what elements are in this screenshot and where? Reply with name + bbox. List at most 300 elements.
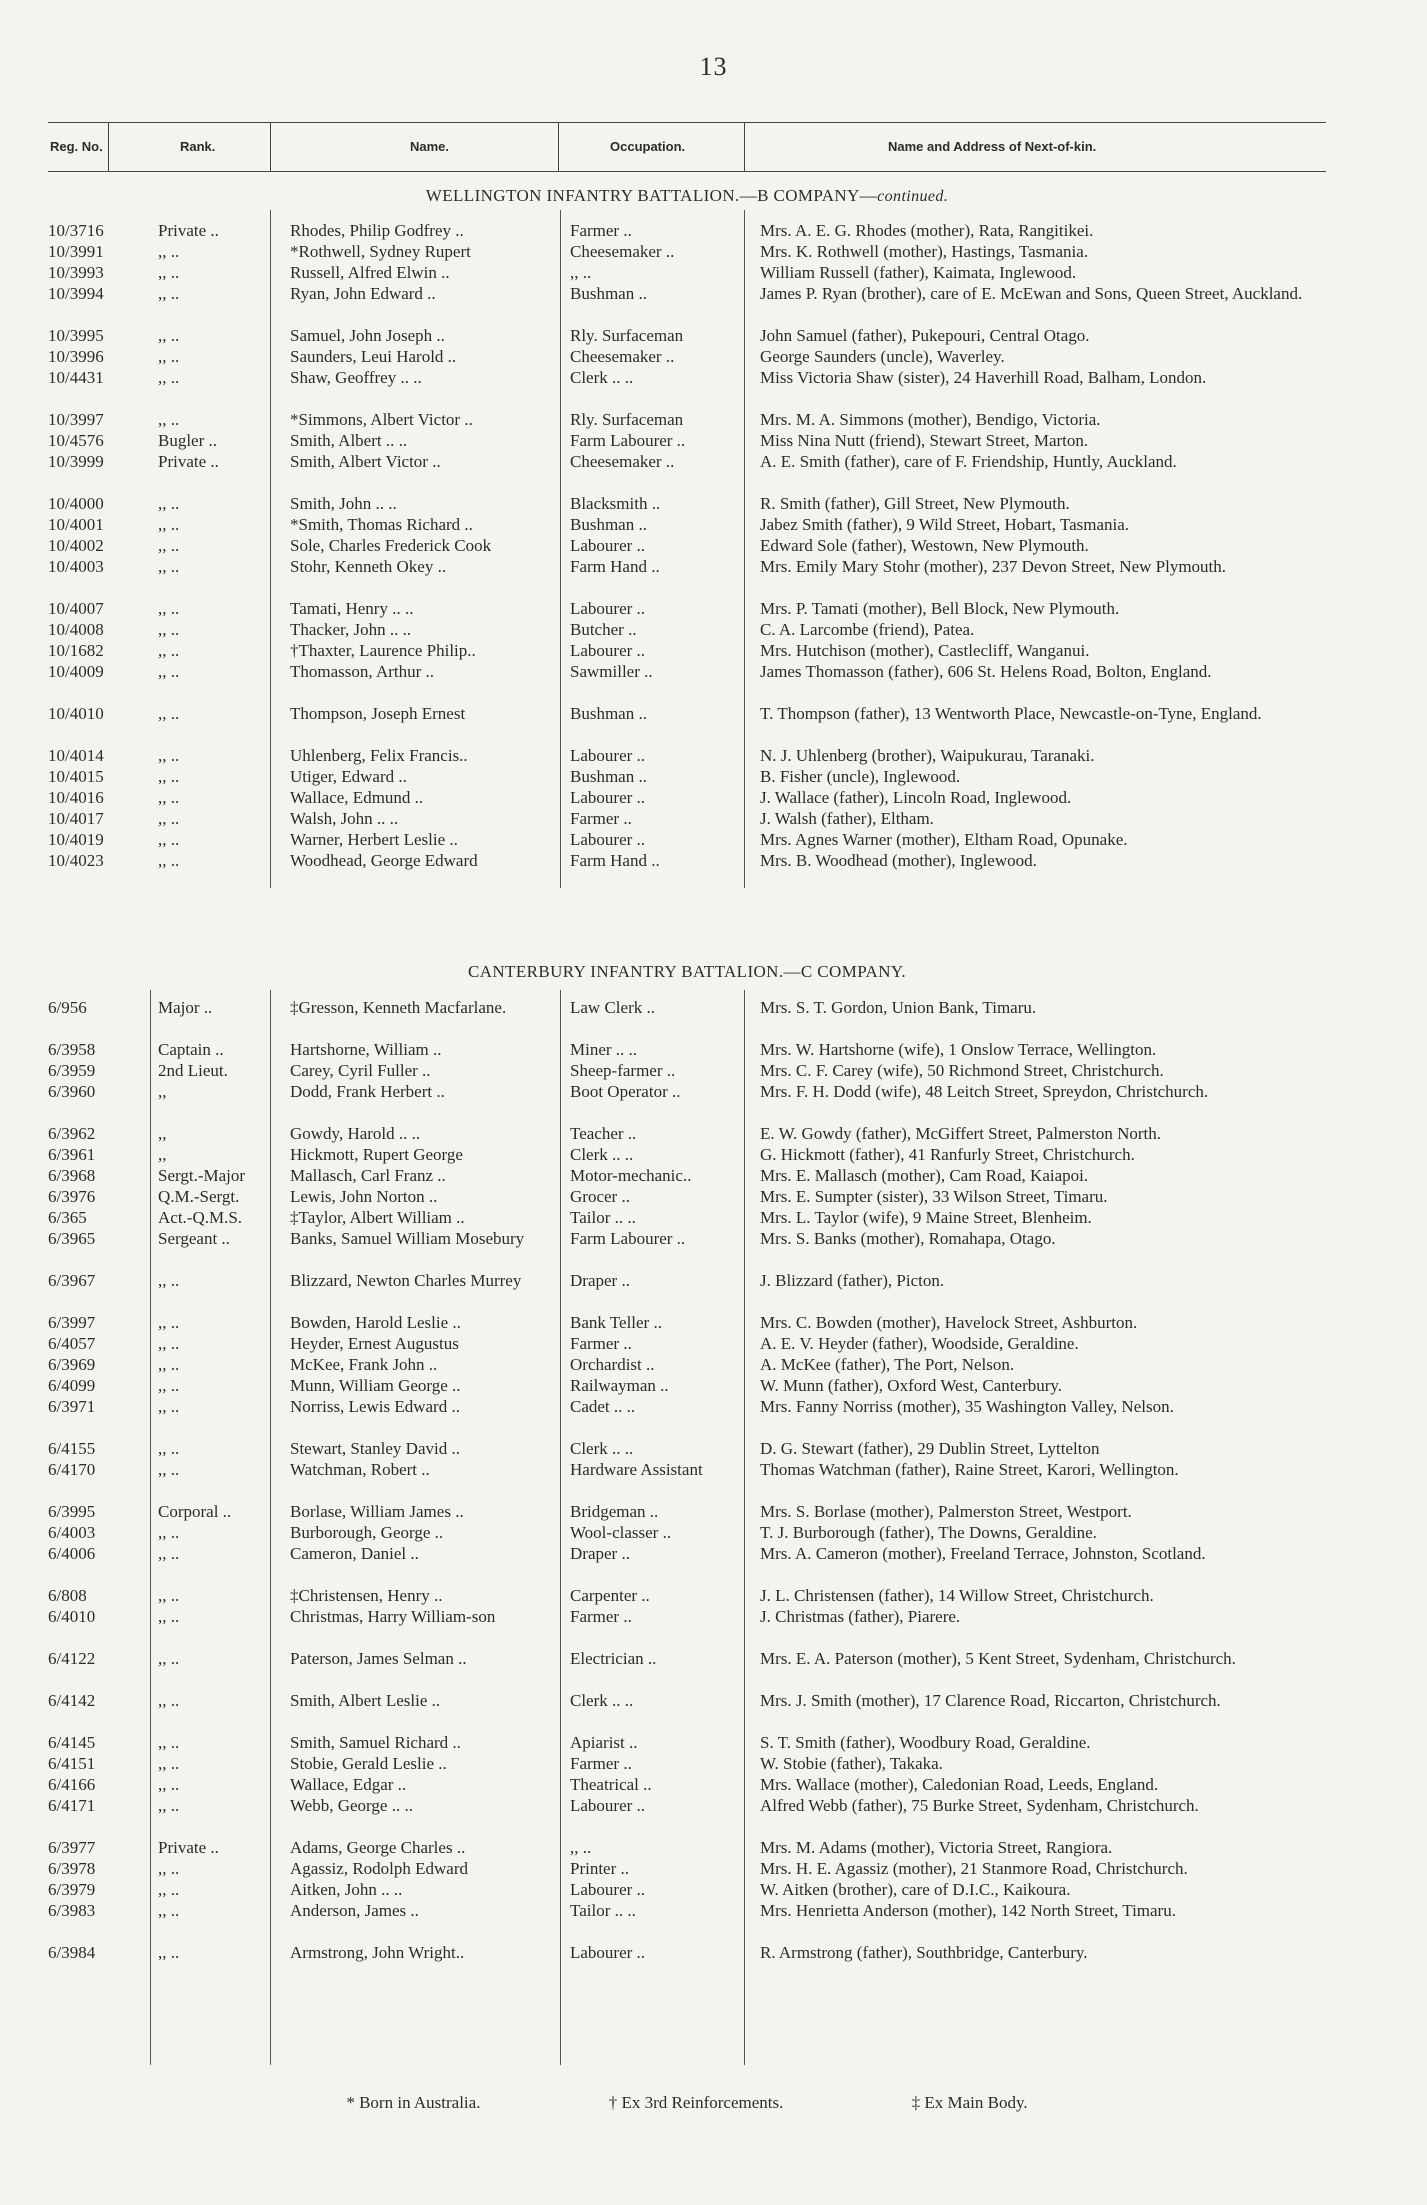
next-of-kin-cell: J. Walsh (father), Eltham. bbox=[760, 809, 934, 828]
table-row bbox=[48, 1375, 1326, 1396]
footnotes bbox=[48, 2093, 1326, 2113]
occupation-cell: Railwayman .. bbox=[570, 1376, 669, 1395]
table-row bbox=[48, 787, 1326, 808]
section-heading-canterbury bbox=[48, 962, 1326, 982]
rank-cell: ,, .. bbox=[158, 1901, 180, 1920]
next-of-kin-cell: D. G. Stewart (father), 29 Dublin Street, Lyttelton bbox=[760, 1439, 1100, 1458]
table-row bbox=[48, 1312, 1326, 1333]
rank-cell: ,, .. bbox=[158, 788, 180, 807]
table-row bbox=[48, 493, 1326, 514]
table-row bbox=[48, 325, 1326, 346]
next-of-kin-cell: Mrs. Hutchison (mother), Castlecliff, Wanganui. bbox=[760, 641, 1090, 660]
occupation-cell: Clerk .. .. bbox=[570, 1145, 634, 1164]
header-occupation: Occupation. bbox=[610, 139, 686, 154]
reg-no-cell: 10/4001 bbox=[48, 515, 104, 534]
occupation-cell: Farmer .. bbox=[570, 221, 632, 240]
name-cell: Smith, Albert Leslie .. bbox=[290, 1691, 441, 1710]
next-of-kin-cell: Mrs. Emily Mary Stohr (mother), 237 Devon Street, New Plymouth. bbox=[760, 557, 1227, 576]
rank-cell: ,, .. bbox=[158, 809, 180, 828]
rank-cell: ,, .. bbox=[158, 1334, 180, 1353]
table-row bbox=[48, 514, 1326, 535]
reg-no-cell: 10/3995 bbox=[48, 326, 104, 345]
next-of-kin-cell: Mrs. H. E. Agassiz (mother), 21 Stanmore Road, Christchurch. bbox=[760, 1859, 1188, 1878]
reg-no-cell: 6/3959 bbox=[48, 1061, 96, 1080]
name-cell: Watchman, Robert .. bbox=[290, 1460, 430, 1479]
name-cell: Munn, William George .. bbox=[290, 1376, 461, 1395]
table-row bbox=[48, 598, 1326, 619]
occupation-cell: Cadet .. .. bbox=[570, 1397, 636, 1416]
table-row bbox=[48, 1144, 1326, 1165]
name-cell: †Thaxter, Laurence Philip.. bbox=[290, 641, 476, 660]
reg-no-cell: 10/4576 bbox=[48, 431, 104, 450]
next-of-kin-cell: W. Stobie (father), Takaka. bbox=[760, 1754, 943, 1773]
rank-cell: Private .. bbox=[158, 1838, 219, 1857]
name-cell: Carey, Cyril Fuller .. bbox=[290, 1061, 431, 1080]
table-row bbox=[48, 1585, 1326, 1606]
name-cell: Armstrong, John Wright.. bbox=[290, 1943, 465, 1962]
next-of-kin-cell: J. Christmas (father), Piarere. bbox=[760, 1607, 961, 1626]
next-of-kin-cell: Mrs. E. Sumpter (sister), 33 Wilson Street, Timaru. bbox=[760, 1187, 1108, 1206]
footnote-3rd-reinforcements: † Ex 3rd Reinforcements. bbox=[608, 2093, 784, 2112]
rank-cell: ,, .. bbox=[158, 557, 180, 576]
reg-no-cell: 10/4023 bbox=[48, 851, 104, 870]
occupation-cell: Farmer .. bbox=[570, 809, 632, 828]
next-of-kin-cell: J. Wallace (father), Lincoln Road, Inglewood. bbox=[760, 788, 1072, 807]
reg-no-cell: 6/4166 bbox=[48, 1775, 96, 1794]
next-of-kin-cell: Mrs. F. H. Dodd (wife), 48 Leitch Street, Spreydon, Christchurch. bbox=[760, 1082, 1209, 1101]
reg-no-cell: 10/1682 bbox=[48, 641, 104, 660]
rank-cell: ,, .. bbox=[158, 1796, 180, 1815]
next-of-kin-cell: Thomas Watchman (father), Raine Street, Karori, Wellington. bbox=[760, 1460, 1179, 1479]
rank-cell: ,, .. bbox=[158, 830, 180, 849]
reg-no-cell: 10/3997 bbox=[48, 410, 104, 429]
occupation-cell: Farm Hand .. bbox=[570, 851, 660, 870]
occupation-cell: Draper .. bbox=[570, 1271, 630, 1290]
occupation-cell: ,, .. bbox=[570, 1838, 592, 1857]
name-cell: Paterson, James Selman .. bbox=[290, 1649, 467, 1668]
name-cell: Cameron, Daniel .. bbox=[290, 1544, 419, 1563]
rank-cell: ,, .. bbox=[158, 1649, 180, 1668]
occupation-cell: Carpenter .. bbox=[570, 1586, 650, 1605]
occupation-cell: Draper .. bbox=[570, 1544, 630, 1563]
name-cell: Anderson, James .. bbox=[290, 1901, 419, 1920]
reg-no-cell: 10/4014 bbox=[48, 746, 104, 765]
next-of-kin-cell: Mrs. L. Taylor (wife), 9 Maine Street, Blenheim. bbox=[760, 1208, 1092, 1227]
table-row bbox=[48, 997, 1326, 1039]
occupation-cell: Cheesemaker .. bbox=[570, 452, 675, 471]
table-row bbox=[48, 808, 1326, 829]
next-of-kin-cell: A. E. Smith (father), care of F. Friendship, Huntly, Auckland. bbox=[760, 452, 1177, 471]
reg-no-cell: 6/4142 bbox=[48, 1691, 96, 1710]
name-cell: Borlase, William James .. bbox=[290, 1502, 464, 1521]
rank-cell: ,, bbox=[158, 1082, 167, 1101]
name-cell: Woodhead, George Edward bbox=[290, 851, 478, 870]
table-row bbox=[48, 1186, 1326, 1207]
occupation-cell: Clerk .. .. bbox=[570, 1691, 634, 1710]
next-of-kin-cell: Mrs. S. Borlase (mother), Palmerston Street, Westport. bbox=[760, 1502, 1132, 1521]
reg-no-cell: 10/4017 bbox=[48, 809, 104, 828]
section-heading-wellington bbox=[48, 186, 1326, 206]
next-of-kin-cell: James Thomasson (father), 606 St. Helens Road, Bolton, England. bbox=[760, 662, 1212, 681]
occupation-cell: Tailor .. .. bbox=[570, 1208, 636, 1227]
occupation-cell: Farm Labourer .. bbox=[570, 431, 686, 450]
name-cell: Smith, Samuel Richard .. bbox=[290, 1733, 461, 1752]
table-row bbox=[48, 1648, 1326, 1690]
occupation-cell: Miner .. .. bbox=[570, 1040, 638, 1059]
occupation-cell: Labourer .. bbox=[570, 599, 646, 618]
occupation-cell: Electrician .. bbox=[570, 1649, 657, 1668]
occupation-cell: Clerk .. .. bbox=[570, 368, 634, 387]
header-next-of-kin: Name and Address of Next-of-kin. bbox=[888, 139, 1097, 154]
rank-cell: ,, .. bbox=[158, 1943, 180, 1962]
name-cell: Sole, Charles Frederick Cook bbox=[290, 536, 492, 555]
table-row bbox=[48, 1606, 1326, 1648]
table-row bbox=[48, 241, 1326, 262]
occupation-cell: Tailor .. .. bbox=[570, 1901, 636, 1920]
header-name: Name. bbox=[410, 139, 450, 154]
occupation-cell: Labourer .. bbox=[570, 830, 646, 849]
name-cell: Aitken, John .. .. bbox=[290, 1880, 403, 1899]
name-cell: Thacker, John .. .. bbox=[290, 620, 412, 639]
reg-no-cell: 10/4007 bbox=[48, 599, 104, 618]
occupation-cell: Labourer .. bbox=[570, 788, 646, 807]
table-row bbox=[48, 220, 1326, 241]
rank-cell: ,, bbox=[158, 1124, 167, 1143]
reg-no-cell: 10/4009 bbox=[48, 662, 104, 681]
occupation-cell: Hardware Assistant bbox=[570, 1460, 703, 1479]
table-row bbox=[48, 703, 1326, 745]
table-row bbox=[48, 430, 1326, 451]
name-cell: *Simmons, Albert Victor .. bbox=[290, 410, 473, 429]
table-row bbox=[48, 1270, 1326, 1312]
reg-no-cell: 6/3969 bbox=[48, 1355, 96, 1374]
rank-cell: ,, .. bbox=[158, 1439, 180, 1458]
table-row bbox=[48, 745, 1326, 766]
table-row bbox=[48, 262, 1326, 283]
occupation-cell: Farmer .. bbox=[570, 1607, 632, 1626]
name-cell: Thompson, Joseph Ernest bbox=[290, 704, 466, 723]
header-reg-no: Reg. No. bbox=[50, 139, 103, 154]
rank-cell: ,, .. bbox=[158, 1397, 180, 1416]
reg-no-cell: 6/4099 bbox=[48, 1376, 96, 1395]
reg-no-cell: 6/3979 bbox=[48, 1880, 96, 1899]
rank-cell: ,, .. bbox=[158, 326, 180, 345]
occupation-cell: Farm Labourer .. bbox=[570, 1229, 686, 1248]
reg-no-cell: 6/3960 bbox=[48, 1082, 96, 1101]
rank-cell: Private .. bbox=[158, 452, 219, 471]
reg-no-cell: 6/4057 bbox=[48, 1334, 96, 1353]
rank-cell: ,, .. bbox=[158, 746, 180, 765]
reg-no-cell: 6/3968 bbox=[48, 1166, 96, 1185]
rank-cell: ,, .. bbox=[158, 1859, 180, 1878]
next-of-kin-cell: G. Hickmott (father), 41 Ranfurly Street, Christchurch. bbox=[760, 1145, 1135, 1164]
name-cell: Agassiz, Rodolph Edward bbox=[290, 1859, 469, 1878]
table-row bbox=[48, 283, 1326, 325]
rank-cell: ,, .. bbox=[158, 1586, 180, 1605]
name-cell: Samuel, John Joseph .. bbox=[290, 326, 445, 345]
reg-no-cell: 6/3961 bbox=[48, 1145, 96, 1164]
rank-cell: Major .. bbox=[158, 998, 213, 1017]
table-row bbox=[48, 1501, 1326, 1522]
rank-cell: ,, .. bbox=[158, 1775, 180, 1794]
rank-cell: ,, .. bbox=[158, 1607, 180, 1626]
rank-cell: Corporal .. bbox=[158, 1502, 232, 1521]
name-cell: Norriss, Lewis Edward .. bbox=[290, 1397, 460, 1416]
name-cell: Burborough, George .. bbox=[290, 1523, 444, 1542]
name-cell: Banks, Samuel William Mosebury bbox=[290, 1229, 525, 1248]
rank-cell: Act.-Q.M.S. bbox=[158, 1208, 243, 1227]
name-cell: Mallasch, Carl Franz .. bbox=[290, 1166, 446, 1185]
reg-no-cell: 10/4431 bbox=[48, 368, 104, 387]
name-cell: Uhlenberg, Felix Francis.. bbox=[290, 746, 468, 765]
reg-no-cell: 6/3984 bbox=[48, 1943, 96, 1962]
next-of-kin-cell: Mrs. E. Mallasch (mother), Cam Road, Kaiapoi. bbox=[760, 1166, 1089, 1185]
table-row bbox=[48, 1459, 1326, 1501]
reg-no-cell: 10/4008 bbox=[48, 620, 104, 639]
reg-no-cell: 6/3965 bbox=[48, 1229, 96, 1248]
rank-cell: ,, .. bbox=[158, 704, 180, 723]
next-of-kin-cell: Alfred Webb (father), 75 Burke Street, Sydenham, Christchurch. bbox=[760, 1796, 1199, 1815]
reg-no-cell: 6/365 bbox=[48, 1208, 87, 1227]
next-of-kin-cell: W. Munn (father), Oxford West, Canterbury. bbox=[760, 1376, 1063, 1395]
reg-no-cell: 6/956 bbox=[48, 998, 87, 1017]
occupation-cell: Orchardist .. bbox=[570, 1355, 655, 1374]
reg-no-cell: 10/3991 bbox=[48, 242, 104, 261]
occupation-cell: Printer .. bbox=[570, 1859, 630, 1878]
reg-no-cell: 10/3996 bbox=[48, 347, 104, 366]
next-of-kin-cell: T. J. Burborough (father), The Downs, Geraldine. bbox=[760, 1523, 1097, 1542]
rank-cell: ,, .. bbox=[158, 1880, 180, 1899]
rank-cell: ,, .. bbox=[158, 1460, 180, 1479]
table-row bbox=[48, 1081, 1326, 1123]
rank-cell: ,, .. bbox=[158, 515, 180, 534]
reg-no-cell: 6/4145 bbox=[48, 1733, 96, 1752]
section-title-continued: continued. bbox=[877, 188, 949, 205]
reg-no-cell: 6/3977 bbox=[48, 1838, 96, 1857]
rank-cell: Q.M.-Sergt. bbox=[158, 1187, 240, 1206]
next-of-kin-cell: R. Smith (father), Gill Street, New Plymouth. bbox=[760, 494, 1070, 513]
table-row bbox=[48, 1207, 1326, 1228]
table-row bbox=[48, 346, 1326, 367]
occupation-cell: Bushman .. bbox=[570, 284, 647, 303]
section-wellington-entries bbox=[48, 220, 1326, 871]
name-cell: Hickmott, Rupert George bbox=[290, 1145, 463, 1164]
reg-no-cell: 6/3995 bbox=[48, 1502, 96, 1521]
occupation-cell: Theatrical .. bbox=[570, 1775, 652, 1794]
next-of-kin-cell: J. Blizzard (father), Picton. bbox=[760, 1271, 945, 1290]
footnote-main-body: ‡ Ex Main Body. bbox=[911, 2093, 1028, 2112]
reg-no-cell: 6/808 bbox=[48, 1586, 87, 1605]
occupation-cell: Labourer .. bbox=[570, 1943, 646, 1962]
table-header bbox=[48, 122, 1326, 172]
next-of-kin-cell: Mrs. C. Bowden (mother), Havelock Street, Ashburton. bbox=[760, 1313, 1138, 1332]
rank-cell: ,, .. bbox=[158, 599, 180, 618]
name-cell: Dodd, Frank Herbert .. bbox=[290, 1082, 445, 1101]
reg-no-cell: 6/4122 bbox=[48, 1649, 96, 1668]
name-cell: Russell, Alfred Elwin .. bbox=[290, 263, 450, 282]
occupation-cell: Grocer .. bbox=[570, 1187, 630, 1206]
rank-cell: ,, .. bbox=[158, 263, 180, 282]
next-of-kin-cell: S. T. Smith (father), Woodbury Road, Geraldine. bbox=[760, 1733, 1091, 1752]
next-of-kin-cell: Edward Sole (father), Westown, New Plymouth. bbox=[760, 536, 1089, 555]
table-row bbox=[48, 1060, 1326, 1081]
reg-no-cell: 6/3997 bbox=[48, 1313, 96, 1332]
name-cell: Stobie, Gerald Leslie .. bbox=[290, 1754, 447, 1773]
occupation-cell: Boot Operator .. bbox=[570, 1082, 681, 1101]
next-of-kin-cell: E. W. Gowdy (father), McGiffert Street, Palmerston North. bbox=[760, 1124, 1161, 1143]
occupation-cell: Rly. Surfaceman bbox=[570, 326, 684, 345]
table-row bbox=[48, 556, 1326, 598]
name-cell: Stohr, Kenneth Okey .. bbox=[290, 557, 447, 576]
table-row bbox=[48, 1354, 1326, 1375]
rank-cell: Sergt.-Major bbox=[158, 1166, 246, 1185]
name-cell: ‡Taylor, Albert William .. bbox=[290, 1208, 465, 1227]
table-row bbox=[48, 1858, 1326, 1879]
occupation-cell: ,, .. bbox=[570, 263, 592, 282]
next-of-kin-cell: Mrs. A. E. G. Rhodes (mother), Rata, Rangitikei. bbox=[760, 221, 1094, 240]
next-of-kin-cell: Miss Victoria Shaw (sister), 24 Haverhill Road, Balham, London. bbox=[760, 368, 1207, 387]
name-cell: Thomasson, Arthur .. bbox=[290, 662, 435, 681]
occupation-cell: Labourer .. bbox=[570, 641, 646, 660]
next-of-kin-cell: Mrs. A. Cameron (mother), Freeland Terrace, Johnston, Scotland. bbox=[760, 1544, 1206, 1563]
next-of-kin-cell: A. E. V. Heyder (father), Woodside, Geraldine. bbox=[760, 1334, 1079, 1353]
next-of-kin-cell: Mrs. P. Tamati (mother), Bell Block, New Plymouth. bbox=[760, 599, 1120, 618]
name-cell: Wallace, Edgar .. bbox=[290, 1775, 407, 1794]
occupation-cell: Bushman .. bbox=[570, 704, 647, 723]
next-of-kin-cell: T. Thompson (father), 13 Wentworth Place, Newcastle-on-Tyne, England. bbox=[760, 704, 1262, 723]
name-cell: Lewis, John Norton .. bbox=[290, 1187, 438, 1206]
name-cell: Rhodes, Philip Godfrey .. bbox=[290, 221, 464, 240]
reg-no-cell: 6/3976 bbox=[48, 1187, 96, 1206]
section-title: CANTERBURY INFANTRY BATTALION.—C COMPANY. bbox=[467, 962, 907, 981]
rank-cell: Captain .. bbox=[158, 1040, 224, 1059]
reg-no-cell: 6/4151 bbox=[48, 1754, 96, 1773]
rank-cell: ,, .. bbox=[158, 1754, 180, 1773]
reg-no-cell: 10/4002 bbox=[48, 536, 104, 555]
next-of-kin-cell: R. Armstrong (father), Southbridge, Canterbury. bbox=[760, 1943, 1088, 1962]
occupation-cell: Butcher .. bbox=[570, 620, 637, 639]
name-cell: ‡Gresson, Kenneth Macfarlane. bbox=[290, 998, 507, 1017]
rank-cell: ,, .. bbox=[158, 1355, 180, 1374]
occupation-cell: Wool-classer .. bbox=[570, 1523, 672, 1542]
name-cell: Shaw, Geoffrey .. .. bbox=[290, 368, 422, 387]
occupation-cell: Clerk .. .. bbox=[570, 1439, 634, 1458]
name-cell: McKee, Frank John .. bbox=[290, 1355, 438, 1374]
name-cell: Smith, Albert Victor .. bbox=[290, 452, 441, 471]
reg-no-cell: 6/4010 bbox=[48, 1607, 96, 1626]
name-cell: Hartshorne, William .. bbox=[290, 1040, 442, 1059]
next-of-kin-cell: Mrs. Agnes Warner (mother), Eltham Road, Opunake. bbox=[760, 830, 1128, 849]
rank-cell: ,, .. bbox=[158, 368, 180, 387]
table-row bbox=[48, 1795, 1326, 1837]
rank-cell: ,, .. bbox=[158, 347, 180, 366]
next-of-kin-cell: Mrs. S. T. Gordon, Union Bank, Timaru. bbox=[760, 998, 1037, 1017]
reg-no-cell: 10/4000 bbox=[48, 494, 104, 513]
next-of-kin-cell: J. L. Christensen (father), 14 Willow Street, Christchurch. bbox=[760, 1586, 1154, 1605]
table-row bbox=[48, 1438, 1326, 1459]
reg-no-cell: 10/4003 bbox=[48, 557, 104, 576]
rank-cell: ,, bbox=[158, 1145, 167, 1164]
table-row bbox=[48, 850, 1326, 871]
next-of-kin-cell: N. J. Uhlenberg (brother), Waipukurau, Taranaki. bbox=[760, 746, 1095, 765]
rank-cell: ,, .. bbox=[158, 1691, 180, 1710]
occupation-cell: Labourer .. bbox=[570, 536, 646, 555]
table-row bbox=[48, 367, 1326, 409]
next-of-kin-cell: W. Aitken (brother), care of D.I.C., Kaikoura. bbox=[760, 1880, 1071, 1899]
table-row bbox=[48, 1732, 1326, 1753]
occupation-cell: Farm Hand .. bbox=[570, 557, 660, 576]
name-cell: Ryan, John Edward .. bbox=[290, 284, 436, 303]
name-cell: Heyder, Ernest Augustus bbox=[290, 1334, 459, 1353]
table-row bbox=[48, 1333, 1326, 1354]
next-of-kin-cell: Mrs. J. Smith (mother), 17 Clarence Road, Riccarton, Christchurch. bbox=[760, 1691, 1221, 1710]
table-row bbox=[48, 766, 1326, 787]
rank-cell: ,, .. bbox=[158, 851, 180, 870]
next-of-kin-cell: Mrs. M. A. Simmons (mother), Bendigo, Victoria. bbox=[760, 410, 1101, 429]
reg-no-cell: 10/3993 bbox=[48, 263, 104, 282]
next-of-kin-cell: A. McKee (father), The Port, Nelson. bbox=[760, 1355, 1015, 1374]
name-cell: *Smith, Thomas Richard .. bbox=[290, 515, 473, 534]
reg-no-cell: 6/3978 bbox=[48, 1859, 96, 1878]
rank-cell: ,, .. bbox=[158, 242, 180, 261]
reg-no-cell: 6/3962 bbox=[48, 1124, 96, 1143]
next-of-kin-cell: Mrs. E. A. Paterson (mother), 5 Kent Street, Sydenham, Christchurch. bbox=[760, 1649, 1236, 1668]
rank-cell: ,, .. bbox=[158, 536, 180, 555]
reg-no-cell: 6/4155 bbox=[48, 1439, 96, 1458]
section-title: WELLINGTON INFANTRY BATTALION.—B COMPANY— bbox=[425, 186, 878, 205]
table-row bbox=[48, 535, 1326, 556]
name-cell: Walsh, John .. .. bbox=[290, 809, 399, 828]
occupation-cell: Labourer .. bbox=[570, 746, 646, 765]
occupation-cell: Bushman .. bbox=[570, 767, 647, 786]
reg-no-cell: 10/3994 bbox=[48, 284, 104, 303]
table-row bbox=[48, 1228, 1326, 1270]
next-of-kin-cell: Mrs. K. Rothwell (mother), Hastings, Tasmania. bbox=[760, 242, 1089, 261]
next-of-kin-cell: Mrs. Wallace (mother), Caledonian Road, Leeds, England. bbox=[760, 1775, 1159, 1794]
next-of-kin-cell: William Russell (father), Kaimata, Inglewood. bbox=[760, 263, 1077, 282]
reg-no-cell: 6/3958 bbox=[48, 1040, 96, 1059]
table-row bbox=[48, 1900, 1326, 1942]
table-row bbox=[48, 1396, 1326, 1438]
table-row bbox=[48, 1165, 1326, 1186]
reg-no-cell: 10/4016 bbox=[48, 788, 104, 807]
reg-no-cell: 6/4003 bbox=[48, 1523, 96, 1542]
occupation-cell: Sawmiller .. bbox=[570, 662, 653, 681]
name-cell: Gowdy, Harold .. .. bbox=[290, 1124, 421, 1143]
reg-no-cell: 10/4019 bbox=[48, 830, 104, 849]
table-row bbox=[48, 1123, 1326, 1144]
table-row bbox=[48, 829, 1326, 850]
rank-cell: ,, .. bbox=[158, 1271, 180, 1290]
name-cell: Blizzard, Newton Charles Murrey bbox=[290, 1271, 522, 1290]
rank-cell: ,, .. bbox=[158, 1523, 180, 1542]
next-of-kin-cell: Mrs. M. Adams (mother), Victoria Street, Rangiora. bbox=[760, 1838, 1113, 1857]
next-of-kin-cell: James P. Ryan (brother), care of E. McEwan and Sons, Queen Street, Auckland. bbox=[760, 284, 1303, 303]
next-of-kin-cell: Mrs. Henrietta Anderson (mother), 142 North Street, Timaru. bbox=[760, 1901, 1176, 1920]
occupation-cell: Sheep-farmer .. bbox=[570, 1061, 676, 1080]
occupation-cell: Bank Teller .. bbox=[570, 1313, 662, 1332]
section-canterbury-entries bbox=[48, 997, 1326, 1963]
next-of-kin-cell: Mrs. W. Hartshorne (wife), 1 Onslow Terrace, Wellington. bbox=[760, 1040, 1157, 1059]
name-cell: *Rothwell, Sydney Rupert bbox=[290, 242, 471, 261]
rank-cell: ,, .. bbox=[158, 767, 180, 786]
reg-no-cell: 10/3716 bbox=[48, 221, 104, 240]
rank-cell: Private .. bbox=[158, 221, 219, 240]
table-row bbox=[48, 1942, 1326, 1963]
next-of-kin-cell: C. A. Larcombe (friend), Patea. bbox=[760, 620, 975, 639]
rank-cell: ,, .. bbox=[158, 1376, 180, 1395]
rank-cell: ,, .. bbox=[158, 1733, 180, 1752]
